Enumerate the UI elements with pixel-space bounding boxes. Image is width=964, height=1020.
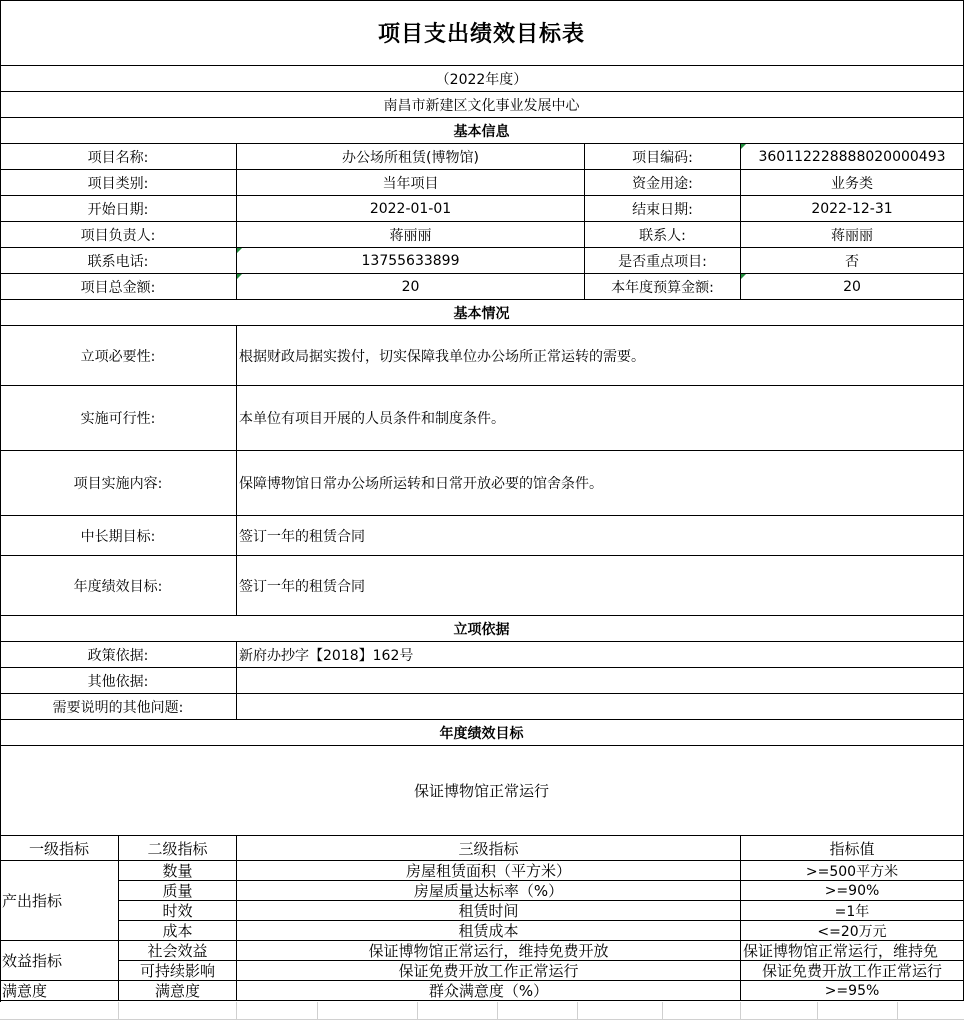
spreadsheet-gridline bbox=[237, 1002, 318, 1020]
start-date-label: 开始日期: bbox=[0, 196, 237, 222]
indicator-row-l3: 房屋质量达标率（%） bbox=[237, 881, 741, 901]
section-basic-info: 基本信息 bbox=[0, 118, 964, 144]
section-basis: 立项依据 bbox=[0, 616, 964, 642]
annual-goal-value[interactable]: 签订一年的租赁合同 bbox=[237, 556, 964, 616]
necessity-value[interactable]: 根据财政局据实拨付，切实保障我单位办公场所正常运转的需要。 bbox=[237, 326, 964, 386]
feasibility-label: 实施可行性: bbox=[0, 386, 237, 451]
phone-value[interactable]: 13755633899 bbox=[237, 248, 585, 274]
budget-amount-label: 本年度预算金额: bbox=[585, 274, 741, 300]
spreadsheet-gridline bbox=[663, 1002, 741, 1020]
fund-use-value[interactable]: 业务类 bbox=[741, 170, 964, 196]
notes-value[interactable] bbox=[237, 694, 964, 720]
feasibility-value[interactable]: 本单位有项目开展的人员条件和制度条件。 bbox=[237, 386, 964, 451]
project-name-label: 项目名称: bbox=[0, 144, 237, 170]
project-owner-label: 项目负责人: bbox=[0, 222, 237, 248]
indicator-row-l2: 成本 bbox=[119, 921, 237, 941]
spreadsheet-gridline bbox=[818, 1002, 898, 1020]
section-basic-situation: 基本情况 bbox=[0, 300, 964, 326]
level1-satisfaction: 满意度 bbox=[0, 981, 119, 1001]
contact-value[interactable]: 蒋丽丽 bbox=[741, 222, 964, 248]
project-code-label: 项目编码: bbox=[585, 144, 741, 170]
key-project-label: 是否重点项目: bbox=[585, 248, 741, 274]
spreadsheet-gridline bbox=[318, 1002, 418, 1020]
project-name-value[interactable]: 办公场所租赁(博物馆) bbox=[237, 144, 585, 170]
header-value: 指标值 bbox=[741, 836, 964, 861]
fund-use-label: 资金用途: bbox=[585, 170, 741, 196]
header-level3: 三级指标 bbox=[237, 836, 741, 861]
indicator-row-value[interactable]: 保证博物馆正常运行，维持免 bbox=[741, 941, 964, 961]
indicator-row-value[interactable]: >=90% bbox=[741, 881, 964, 901]
implementation-content-label: 项目实施内容: bbox=[0, 451, 237, 516]
end-date-value[interactable]: 2022-12-31 bbox=[741, 196, 964, 222]
other-basis-value[interactable] bbox=[237, 668, 964, 694]
project-owner-value[interactable]: 蒋丽丽 bbox=[237, 222, 585, 248]
project-type-label: 项目类别: bbox=[0, 170, 237, 196]
header-level2: 二级指标 bbox=[119, 836, 237, 861]
indicator-row-value[interactable]: >=500平方米 bbox=[741, 861, 964, 881]
indicator-row-l3: 租赁时间 bbox=[237, 901, 741, 921]
indicator-row-value[interactable]: >=95% bbox=[741, 981, 964, 1001]
spreadsheet-gridline bbox=[418, 1002, 498, 1020]
long-term-goal-label: 中长期目标: bbox=[0, 516, 237, 556]
annual-goal-label: 年度绩效目标: bbox=[0, 556, 237, 616]
indicator-row-l2: 质量 bbox=[119, 881, 237, 901]
spreadsheet-gridline bbox=[0, 1002, 119, 1020]
year-label: （2022年度） bbox=[0, 66, 964, 92]
contact-label: 联系人: bbox=[585, 222, 741, 248]
project-code-value[interactable]: 360112228888020000493 bbox=[741, 144, 964, 170]
indicator-row-value[interactable]: =1年 bbox=[741, 901, 964, 921]
long-term-goal-value[interactable]: 签订一年的租赁合同 bbox=[237, 516, 964, 556]
indicator-row-l3: 租赁成本 bbox=[237, 921, 741, 941]
spreadsheet-gridline bbox=[119, 1002, 237, 1020]
end-date-label: 结束日期: bbox=[585, 196, 741, 222]
indicator-row-l2: 数量 bbox=[119, 861, 237, 881]
key-project-value[interactable]: 否 bbox=[741, 248, 964, 274]
organization-name: 南昌市新建区文化事业发展中心 bbox=[0, 92, 964, 118]
indicator-row-value[interactable]: 保证免费开放工作正常运行 bbox=[741, 961, 964, 981]
budget-amount-value[interactable]: 20 bbox=[741, 274, 964, 300]
level1-output: 产出指标 bbox=[0, 861, 119, 941]
indicator-row-l3: 房屋租赁面积（平方米） bbox=[237, 861, 741, 881]
indicator-row-l2: 满意度 bbox=[119, 981, 237, 1001]
level1-benefit: 效益指标 bbox=[0, 941, 119, 981]
total-amount-label: 项目总金额: bbox=[0, 274, 237, 300]
indicator-row-l3: 保证博物馆正常运行，维持免费开放 bbox=[237, 941, 741, 961]
annual-goal-text[interactable]: 保证博物馆正常运行 bbox=[0, 746, 964, 836]
phone-label: 联系电话: bbox=[0, 248, 237, 274]
start-date-value[interactable]: 2022-01-01 bbox=[237, 196, 585, 222]
necessity-label: 立项必要性: bbox=[0, 326, 237, 386]
indicator-row-l3: 保证免费开放工作正常运行 bbox=[237, 961, 741, 981]
spreadsheet-gridline bbox=[578, 1002, 663, 1020]
policy-basis-value[interactable]: 新府办抄字【2018】162号 bbox=[237, 642, 964, 668]
header-level1: 一级指标 bbox=[0, 836, 119, 861]
indicator-row-l3: 群众满意度（%） bbox=[237, 981, 741, 1001]
total-amount-value[interactable]: 20 bbox=[237, 274, 585, 300]
section-annual-goal: 年度绩效目标 bbox=[0, 720, 964, 746]
indicator-row-l2: 时效 bbox=[119, 901, 237, 921]
spreadsheet-gridline bbox=[498, 1002, 578, 1020]
other-basis-label: 其他依据: bbox=[0, 668, 237, 694]
page-title: 项目支出绩效目标表 bbox=[0, 0, 964, 66]
indicator-row-l2: 社会效益 bbox=[119, 941, 237, 961]
notes-label: 需要说明的其他问题: bbox=[0, 694, 237, 720]
spreadsheet-gridline bbox=[741, 1002, 818, 1020]
indicator-row-value[interactable]: <=20万元 bbox=[741, 921, 964, 941]
project-type-value[interactable]: 当年项目 bbox=[237, 170, 585, 196]
policy-basis-label: 政策依据: bbox=[0, 642, 237, 668]
indicator-row-l2: 可持续影响 bbox=[119, 961, 237, 981]
implementation-content-value[interactable]: 保障博物馆日常办公场所运转和日常开放必要的馆舍条件。 bbox=[237, 451, 964, 516]
